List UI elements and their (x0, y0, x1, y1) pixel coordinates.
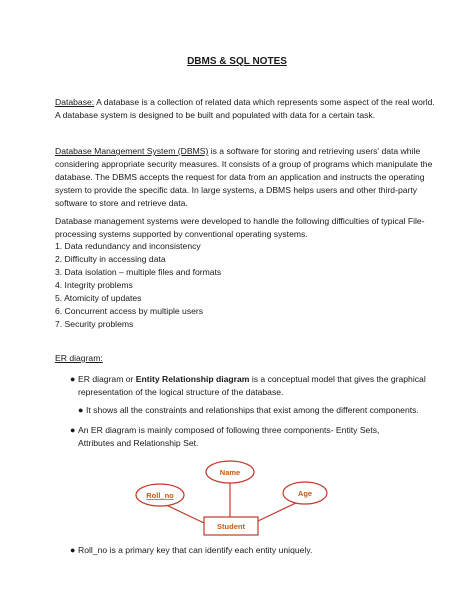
page-title: DBMS & SQL NOTES (187, 56, 287, 67)
bullet-text: An ER diagram is mainly composed of following three components- Entity Sets, Attributes and Relationship Set. (78, 425, 380, 448)
bullet-er-definition (70, 373, 428, 399)
difficulties-intro: Database management systems were developed to handle the following difficulties of typical File-processing systems supported by conventional operating systems. (55, 216, 425, 239)
dbms-term: Database Management System (DBMS) (55, 146, 209, 156)
bullet-text: It shows all the constraints and relationships that exist among the different components. (86, 405, 419, 415)
database-text: A database is a collection of related data which represents some aspect of the real world. A database system is designed to be built and populated with data for a certain task. (55, 97, 435, 120)
database-term: Database: (55, 97, 95, 107)
dbms-definition (55, 145, 435, 210)
list-item: 3. Data isolation – multiple files and formats (55, 267, 222, 277)
er-diagram (130, 455, 350, 545)
connector-age (258, 501, 300, 521)
list-item: 7. Security problems (55, 319, 134, 329)
bullet-text-bold: Entity Relationship diagram (135, 374, 250, 384)
bullet-primary-key (70, 544, 428, 557)
list-item: 1. Data redundancy and inconsistency (55, 241, 201, 251)
database-definition (55, 96, 435, 122)
er-heading: ER diagram: (55, 353, 103, 363)
bullet-text-pre: ER diagram or (78, 374, 136, 384)
list-item: 2. Difficulty in accessing data (55, 254, 166, 264)
attribute-name-label: Name (219, 468, 241, 477)
bullet-text-post: is a conceptual model that gives the graphical representation of the logical structure of the database. (78, 374, 426, 397)
list-item: 4. Integrity problems (55, 280, 133, 290)
bullet-icon: ● (70, 545, 76, 555)
bullet-icon: ● (70, 374, 76, 384)
bullet-components (70, 424, 408, 450)
list-item: 6. Concurrent access by multiple users (55, 306, 204, 316)
difficulties-list (55, 240, 435, 331)
connector-roll (162, 503, 204, 523)
bullet-text: Roll_no is a primary key that can identify each entity uniquely. (78, 545, 313, 555)
list-item: 5. Atomicity of updates (55, 293, 142, 303)
attribute-roll-label: Roll_no (146, 491, 174, 500)
dbms-text: is a software for storing and retrieving users' data while considering appropriate security measures. It consists of a group of programs which manipulate the database. The DBMS accepts the request for data from an application and instructs the operating system to provide the specific data. In large systems, a DBMS helps users and other third-party software to store and retrieve data. (55, 146, 433, 208)
entity-student-label: Student (217, 522, 245, 531)
bullet-constraints (78, 404, 446, 417)
attribute-age-label: Age (297, 489, 313, 498)
bullet-icon: ● (70, 425, 76, 435)
bullet-icon: ● (78, 405, 84, 415)
